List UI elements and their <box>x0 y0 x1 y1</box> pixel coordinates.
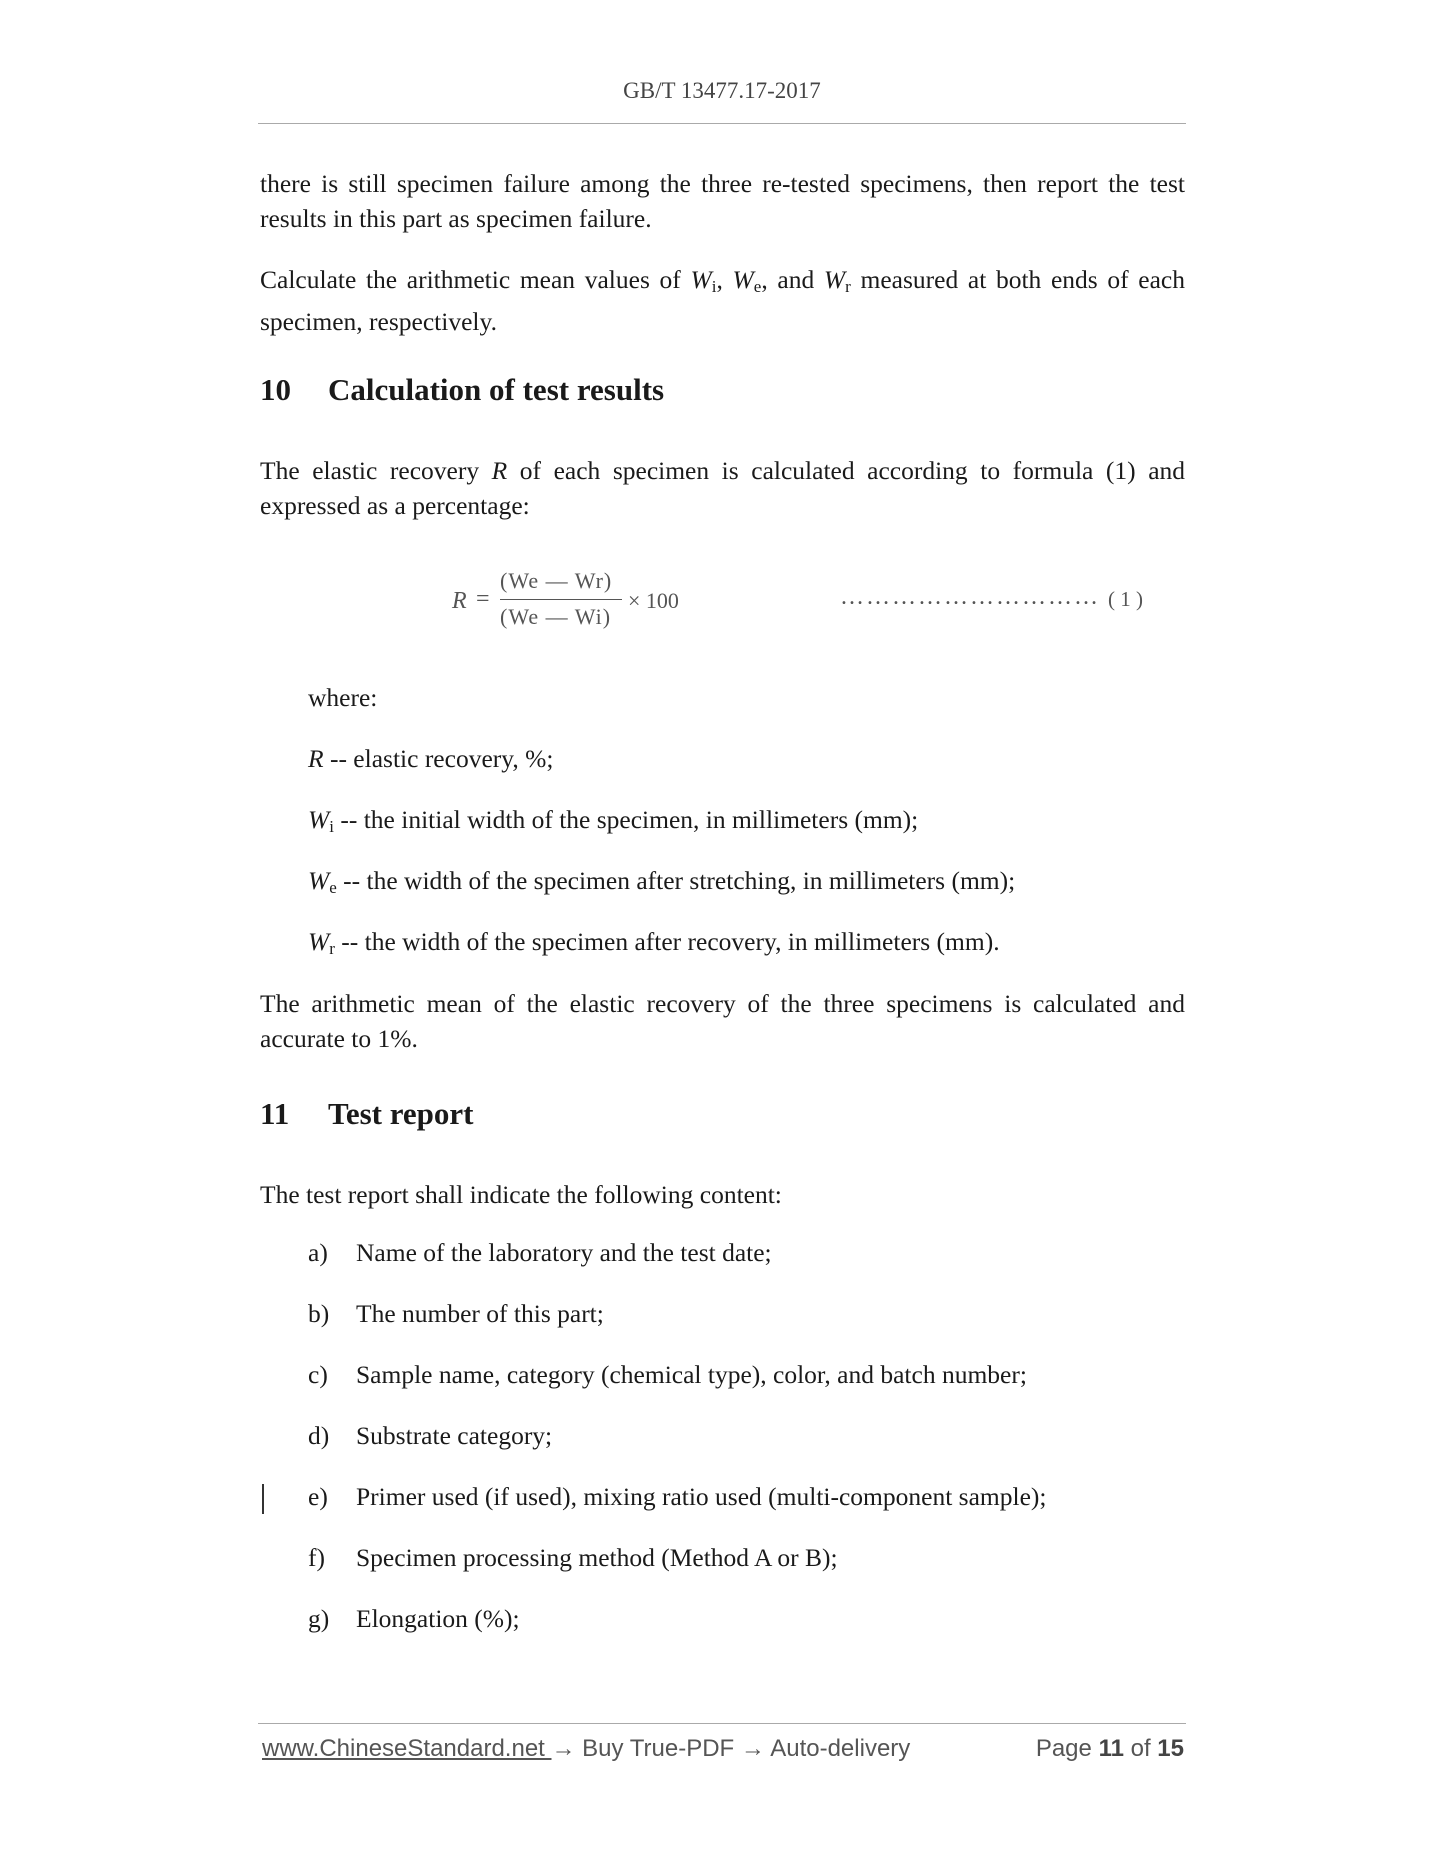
formula-lhs: R <box>452 588 467 614</box>
intro-paragraph-1: there is still specimen failure among the three re-tested specimens, then report the test results in this part as specimen failure. <box>260 169 1185 233</box>
page-footer <box>262 1735 1184 1763</box>
definition-We: $W_e$ -- the width of the specimen after stretching, in millimeters (mm); <box>308 866 1016 897</box>
section-11-intro: The test report shall indicate the following content: <box>260 1180 782 1209</box>
section-11-heading <box>260 1096 474 1132</box>
section-11-title: Test report <box>328 1096 474 1131</box>
list-item: c) Sample name, category (chemical type), color, and batch number; <box>308 1360 1027 1389</box>
footer-divider <box>258 1723 1186 1724</box>
formula-leader-dots: ………………………… <box>840 584 1100 610</box>
page-total: 15 <box>1157 1735 1184 1762</box>
buy-pdf-text: Buy True-PDF <box>575 1735 741 1762</box>
arrow-right-icon: → <box>740 1735 765 1762</box>
page-number: 11 <box>1098 1735 1124 1762</box>
list-item: f) Specimen processing method (Method A or B); <box>308 1543 838 1572</box>
list-item: g) Elongation (%); <box>308 1604 520 1633</box>
list-item: e) Primer used (if used), mixing ratio used (multi-component sample); <box>308 1482 1047 1511</box>
formula-equals: = <box>476 586 490 612</box>
revision-bar <box>262 1484 264 1514</box>
page-indicator: Page 11 of 15 <box>1035 1735 1184 1762</box>
arrow-right-icon: → <box>551 1735 576 1762</box>
list-item: b) The number of this part; <box>308 1299 604 1328</box>
section-11-number: 11 <box>260 1096 290 1131</box>
intro-paragraph-2: Calculate the arithmetic mean values of $W_i$, $W_e$, and $W_r$ measured at both ends of each specimen, respectively. <box>260 265 1186 336</box>
section-10-number: 10 <box>260 372 291 407</box>
formula-numerator: (We — Wr) <box>500 568 613 593</box>
formula-multiplier: × 100 <box>628 588 679 613</box>
website-link[interactable]: www.ChineseStandard.net <box>262 1735 552 1762</box>
where-label: where: <box>308 683 378 712</box>
list-item: a) Name of the laboratory and the test date; <box>308 1238 772 1267</box>
formula-fraction-bar <box>500 599 622 600</box>
section-10-paragraph-2: The arithmetic mean of the elastic recovery of the three specimens is calculated and accurate to 1%. <box>260 989 1185 1053</box>
definition-Wr: $W_r$ -- the width of the specimen after recovery, in millimeters (mm). <box>308 927 1000 958</box>
definition-R: R -- elastic recovery, %; <box>308 744 554 773</box>
section-10-title: Calculation of test results <box>328 372 665 407</box>
header-divider <box>258 123 1186 124</box>
formula-number: ( 1 ) <box>1108 587 1143 611</box>
section-10-paragraph-1: The elastic recovery R of each specimen is calculated according to formula (1) and expressed as a percentage: <box>260 456 1186 520</box>
definition-Wi: $W_i$ -- the initial width of the specimen, in millimeters (mm); <box>308 805 919 836</box>
formula-denominator: (We — Wi) <box>500 604 612 629</box>
document-header: GB/T 13477.17-2017 <box>623 78 821 103</box>
auto-delivery-text: Auto-delivery <box>764 1735 911 1762</box>
list-item: d) Substrate category; <box>308 1421 553 1450</box>
formula-1 <box>440 562 1160 642</box>
section-10-heading <box>260 372 664 408</box>
